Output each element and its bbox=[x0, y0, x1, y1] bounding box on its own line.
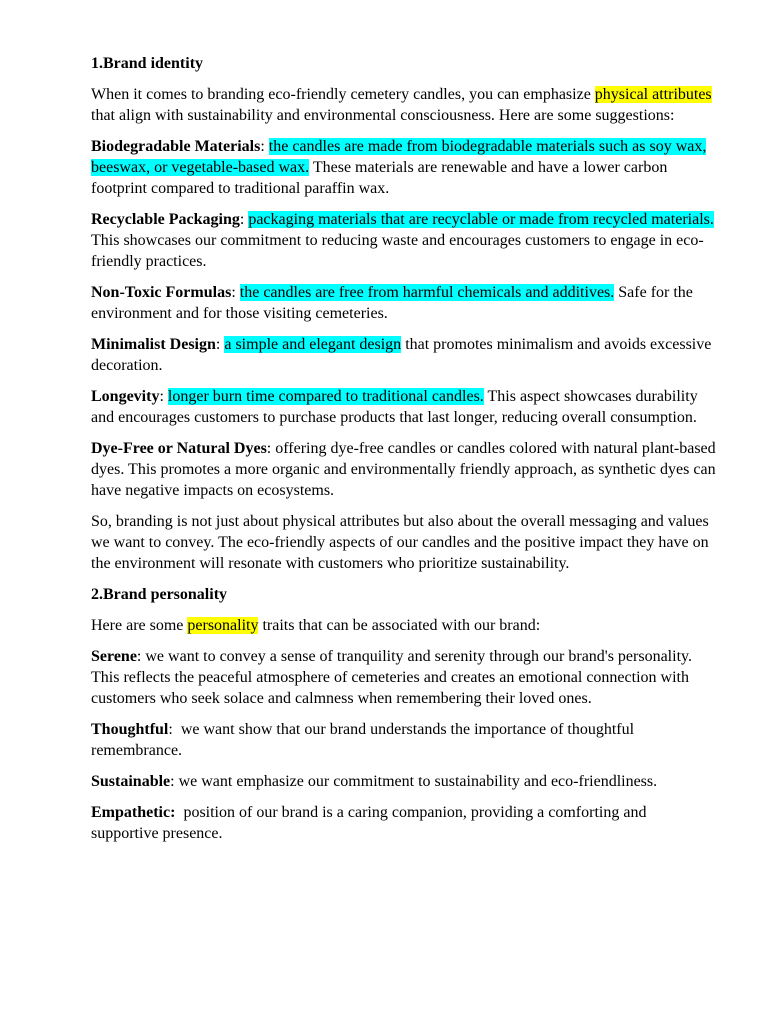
trait-separator: : bbox=[168, 721, 181, 738]
attribute-highlight: the candles are made from biodegradable materials such as soy wax, beeswax, or vegetable-based wax. bbox=[91, 138, 707, 176]
intro-text-after: that align with sustainability and environmental consciousness. Here are some suggestions: bbox=[91, 107, 675, 124]
personality-intro-paragraph bbox=[91, 615, 716, 636]
attribute-text: These materials are renewable and have a lower carbon footprint compared to traditional paraffin wax. bbox=[91, 159, 668, 197]
trait-sustainable bbox=[91, 771, 716, 792]
attribute-dye-free bbox=[91, 438, 716, 501]
attribute-term: Minimalist Design bbox=[91, 336, 216, 353]
attribute-separator: : bbox=[239, 211, 249, 228]
attribute-highlight: longer burn time compared to traditional candles. bbox=[167, 388, 484, 405]
attribute-separator: : bbox=[159, 388, 168, 405]
attribute-separator: : bbox=[260, 138, 269, 155]
trait-text: we want to convey a sense of tranquility and serenity through our brand's personality. This reflects the peaceful atmosphere of cemeteries and creates an emotional connection with customers who seek solace and calmness when remembering their loved ones. bbox=[91, 648, 692, 707]
attribute-highlight: packaging materials that are recyclable or made from recycled materials. bbox=[248, 211, 714, 228]
attribute-term: Longevity bbox=[91, 388, 160, 405]
highlight-physical-attributes: physical attributes bbox=[594, 86, 712, 103]
attribute-separator: : bbox=[215, 336, 225, 353]
attribute-biodegradable-materials bbox=[91, 136, 716, 199]
trait-term: Sustainable bbox=[91, 773, 171, 790]
attribute-recyclable-packaging bbox=[91, 209, 716, 272]
attribute-highlight: a simple and elegant design bbox=[224, 336, 402, 353]
section-conclusion-paragraph: So, branding is not just about physical attributes but also about the overall messaging and values we want to convey. The eco-friendly aspects of our candles and the positive impact they have on the environment will resonate with customers who prioritize sustainability. bbox=[91, 513, 709, 572]
section-intro-paragraph bbox=[91, 84, 716, 126]
attribute-highlight: the candles are free from harmful chemicals and additives. bbox=[239, 284, 615, 301]
attribute-term: Biodegradable Materials bbox=[91, 138, 261, 155]
section-heading-brand-personality: 2.Brand personality bbox=[91, 586, 228, 603]
attribute-separator: : bbox=[266, 440, 276, 457]
intro-text-before: When it comes to branding eco-friendly cemetery candles, you can emphasize bbox=[91, 86, 595, 103]
attribute-text: that promotes minimalism and avoids excessive decoration. bbox=[91, 336, 712, 374]
section-heading-brand-identity: 1.Brand identity bbox=[91, 55, 204, 72]
attribute-non-toxic-formulas bbox=[91, 282, 716, 324]
attribute-text: This aspect showcases durability and encourages customers to purchase products that last longer, reducing overall consumption. bbox=[91, 388, 698, 426]
attribute-text: Safe for the environment and for those visiting cemeteries. bbox=[91, 284, 693, 322]
trait-separator: : bbox=[136, 648, 146, 665]
attribute-minimalist-design bbox=[91, 334, 716, 376]
trait-thoughtful bbox=[91, 719, 716, 761]
trait-text: we want show that our brand understands the importance of thoughtful remembrance. bbox=[91, 721, 635, 759]
trait-serene bbox=[91, 646, 716, 709]
trait-text: we want emphasize our commitment to sustainability and eco-friendliness. bbox=[178, 773, 658, 790]
document-page bbox=[91, 53, 716, 854]
attribute-term: Non-Toxic Formulas bbox=[91, 284, 232, 301]
trait-term: Serene bbox=[91, 648, 137, 665]
attribute-text: offering dye-free candles or candles colored with natural plant-based dyes. This promotes a more organic and environmentally friendly approach, as synthetic dyes can have negative impacts on ecosystems. bbox=[91, 440, 716, 499]
highlight-personality: personality bbox=[187, 617, 259, 634]
trait-term: Thoughtful bbox=[91, 721, 169, 738]
trait-empathetic bbox=[91, 802, 716, 844]
attribute-separator: : bbox=[231, 284, 240, 301]
attribute-term: Dye-Free or Natural Dyes bbox=[91, 440, 267, 457]
trait-term: Empathetic: bbox=[91, 804, 176, 821]
attribute-term: Recyclable Packaging bbox=[91, 211, 240, 228]
trait-separator: : bbox=[170, 773, 179, 790]
intro-text-before: Here are some bbox=[91, 617, 188, 634]
attribute-text: This showcases our commitment to reducing waste and encourages customers to engage in eco-friendly practices. bbox=[91, 232, 704, 270]
trait-text: position of our brand is a caring companion, providing a comforting and supportive presence. bbox=[91, 804, 647, 842]
attribute-longevity bbox=[91, 386, 716, 428]
intro-text-after: traits that can be associated with our brand: bbox=[258, 617, 541, 634]
